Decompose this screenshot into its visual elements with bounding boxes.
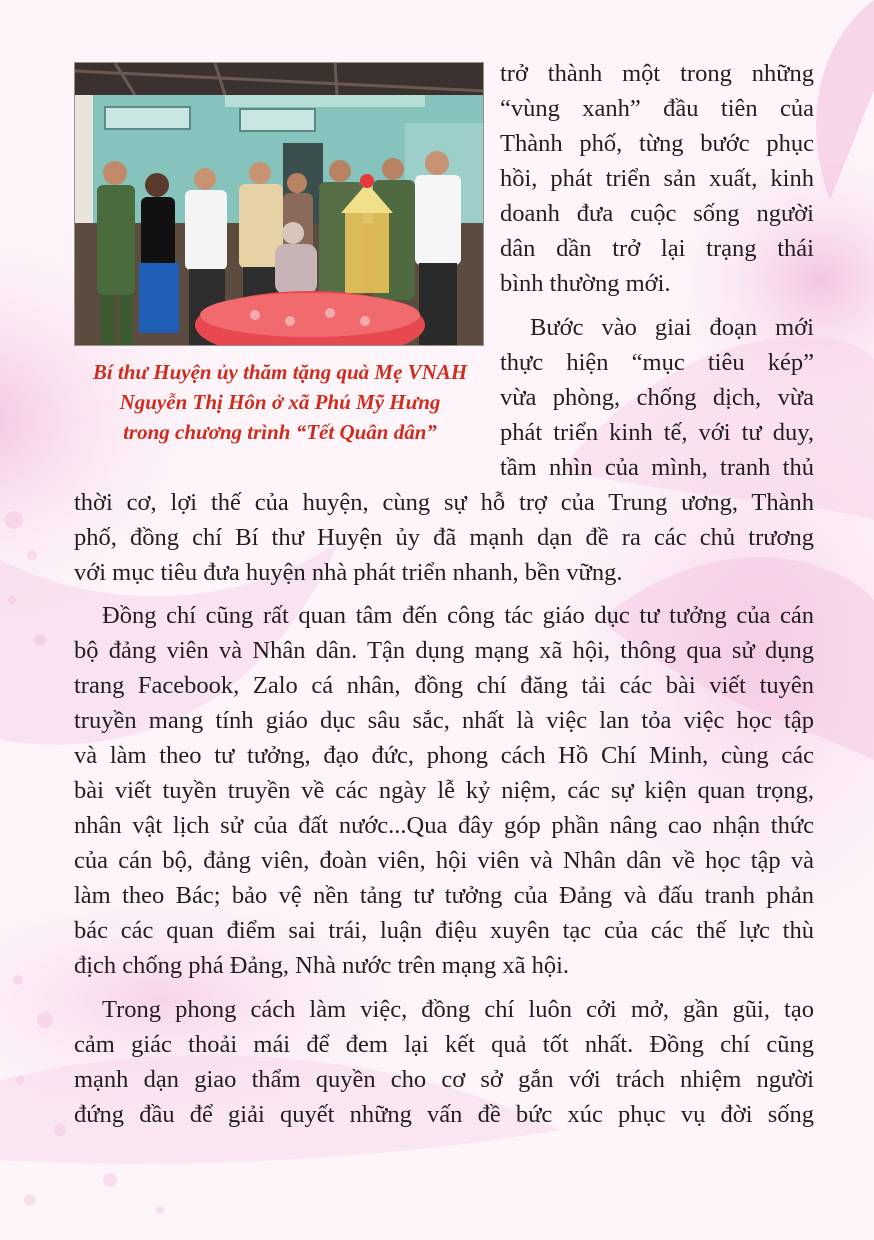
text-line: “vùng xanh” đầu tiên của [500, 95, 814, 122]
text-line: bài viết tuyền truyền về các ngày lễ kỷ niệm, các sự kiện quan trọng, [74, 777, 814, 804]
text-line: đứng đầu để giải quyết những vấn đề bức xúc phục vụ đời sống [74, 1101, 814, 1128]
text-line: của cán bộ, đảng viên, đoàn viên, hội viên và Nhân dân về học tập và [74, 847, 814, 874]
text-line: làm theo Bác; bảo vệ nền tảng tư tưởng của Đảng và đấu tranh phản [74, 882, 814, 909]
text-line: Thành phố, từng bước phục [500, 130, 814, 157]
text-line: Trong phong cách làm việc, đồng chí luôn cởi mở, gần gũi, tạo [102, 996, 814, 1023]
text-line: truyền mang tính giáo dục sâu sắc, nhất là việc lan tỏa việc học tập [74, 707, 814, 734]
text-line: bộ đảng viên và Nhân dân. Tận dụng mạng xã hội, thông qua sử dụng [74, 637, 814, 664]
text-line: Đồng chí cũng rất quan tâm đến công tác giáo dục tư tưởng của cán [102, 602, 814, 629]
caption-line: Nguyễn Thị Hôn ở xã Phú Mỹ Hưng [119, 390, 441, 414]
text-line: nhân vật lịch sử của đất nước...Qua đây góp phần nâng cao nhận thức [74, 812, 814, 839]
text-line: trở thành một trong những [500, 60, 814, 87]
text-line: thời cơ, lợi thế của huyện, cùng sự hỗ trợ của Trung ương, Thành [74, 489, 814, 516]
text-line: hồi, phát triển sản xuất, kinh [500, 165, 814, 192]
text-line: và làm theo tư tưởng, đạo đức, phong cách Hồ Chí Minh, cùng các [74, 742, 814, 769]
photo-caption [70, 357, 490, 447]
text-line: với mục tiêu đưa huyện nhà phát triển nhanh, bền vững. [74, 559, 623, 586]
caption-line: Bí thư Huyện ủy thăm tặng quà Mẹ VNAH [92, 360, 468, 384]
text-line: phát triển kinh tế, với tư duy, [500, 419, 814, 446]
text-line: trang Facebook, Zalo cá nhân, đồng chí đăng tải các bài viết tuyên [74, 672, 814, 699]
text-line: mạnh dạn giao thẩm quyền cho cơ sở gắn với trách nhiệm người [74, 1066, 814, 1093]
text-line: cảm giác thoải mái để đem lại kết quả tốt nhất. Đồng chí cũng [74, 1031, 814, 1058]
text-line: tầm nhìn của mình, tranh thủ [500, 454, 814, 481]
text-line: bình thường mới. [500, 270, 671, 297]
text-line: địch chống phá Đảng, Nhà nước trên mạng xã hội. [74, 952, 570, 979]
caption-line: trong chương trình “Tết Quân dân” [123, 420, 437, 444]
text-line: vừa phòng, chống dịch, vừa [500, 384, 814, 411]
text-line: Bước vào giai đoạn mới [530, 314, 814, 341]
text-line: thực hiện “mục tiêu kép” [500, 349, 814, 376]
text-line: bác các quan điểm sai trái, luận điệu xuyên tạc của các thế lực thù [74, 917, 814, 944]
text-line: phố, đồng chí Bí thư Huyện ủy đã mạnh dạn đề ra các chủ trương [74, 524, 814, 551]
photo [74, 62, 484, 346]
text-line: doanh đưa cuộc sống người [500, 200, 814, 227]
text-line: dân dần trở lại trạng thái [500, 235, 814, 262]
